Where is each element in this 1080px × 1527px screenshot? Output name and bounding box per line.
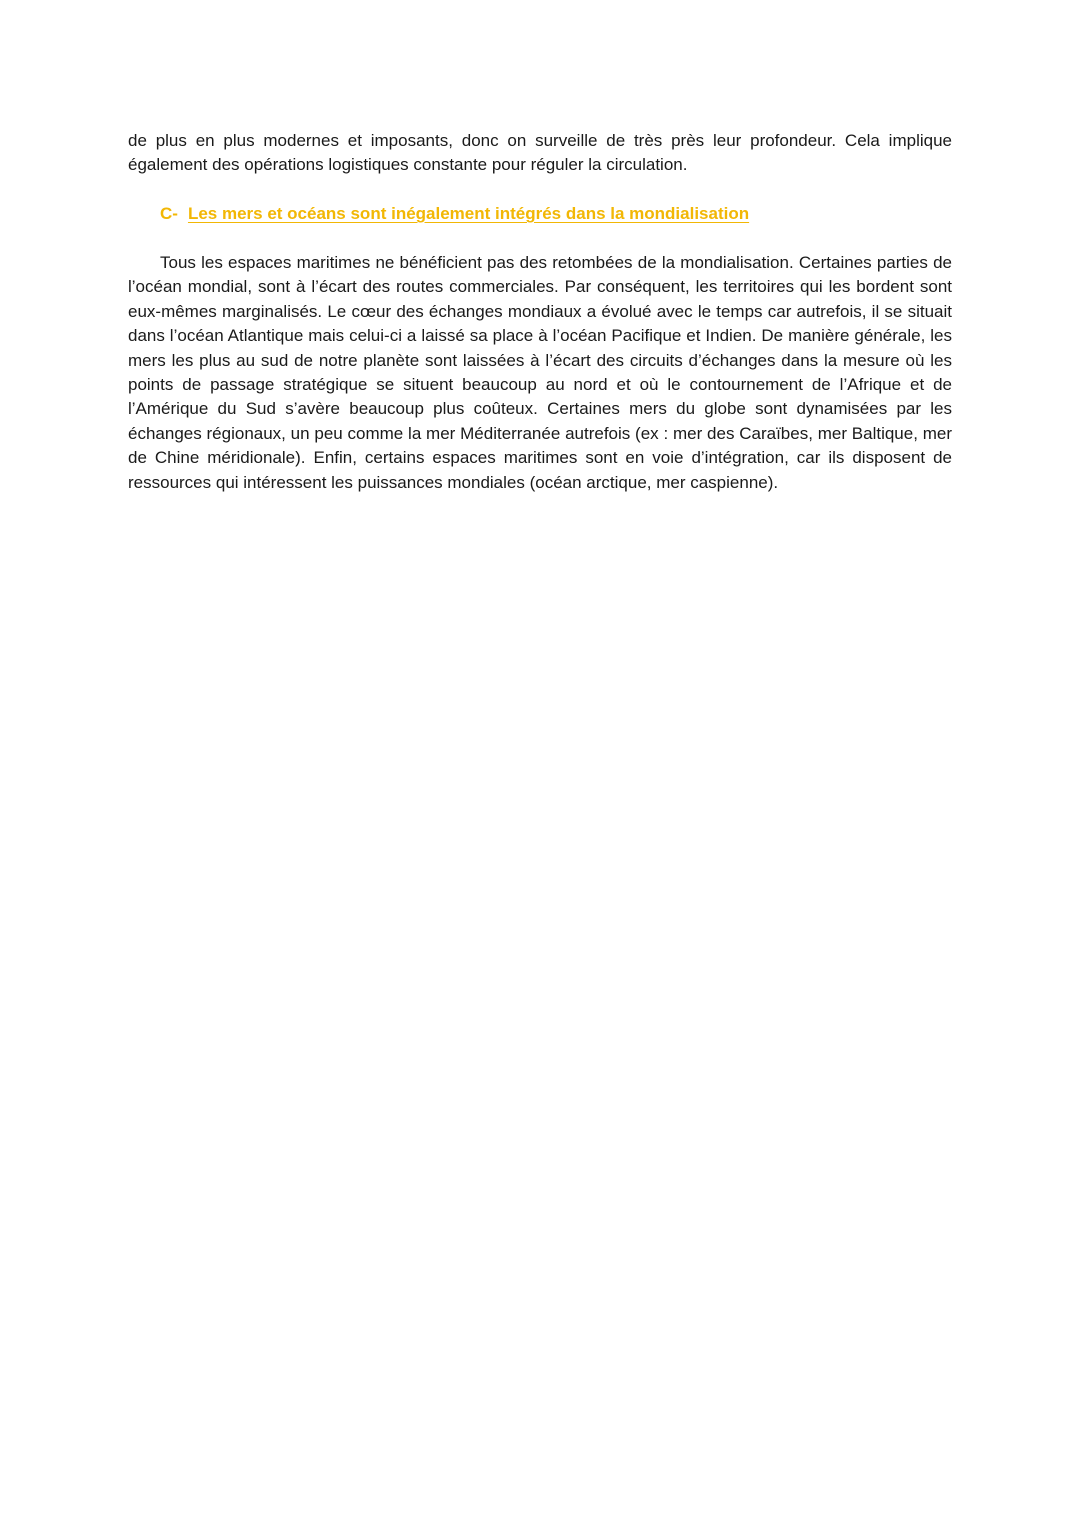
- section-heading: [160, 202, 749, 226]
- section-title: Les mers et océans sont inégalement intégrés dans la mondialisation: [187, 204, 750, 223]
- body-paragraph: Tous les espaces maritimes ne bénéficient pas des retombées de la mondialisation. Certaines parties de l’océan mondial, sont à l’écart des routes commerciales. Par conséquent, les territoires qui les bordent sont eux-mêmes marginalisés. Le cœur des échanges mondiaux a évolué avec le temps car autrefois, il se situait dans l’océan Atlantique mais celui-ci a laissé sa place à l’océan Pacifique et Indien. De manière générale, les mers les plus au sud de notre planète sont laissées à l’écart des circuits d’échanges dans la mesure où les points de passage stratégique se situent beaucoup au nord et où le contournement de l’Afrique et de l’Amérique du Sud s’avère beaucoup plus coûteux. Certaines mers du globe sont dynamisées par les échanges régionaux, un peu comme la mer Méditerranée autrefois (ex : mer des Caraïbes, mer Baltique, mer de Chine méridionale). Enfin, certains espaces maritimes sont en voie d’intégration, car ils disposent de ressources qui intéressent les puissances mondiales (océan arctique, mer caspienne).: [128, 253, 952, 492]
- section-marker: C-: [160, 204, 178, 223]
- intro-paragraph: de plus en plus modernes et imposants, donc on surveille de très près leur profondeur. Cela implique également des opérations logistiques constante pour réguler la circulation.: [128, 131, 952, 175]
